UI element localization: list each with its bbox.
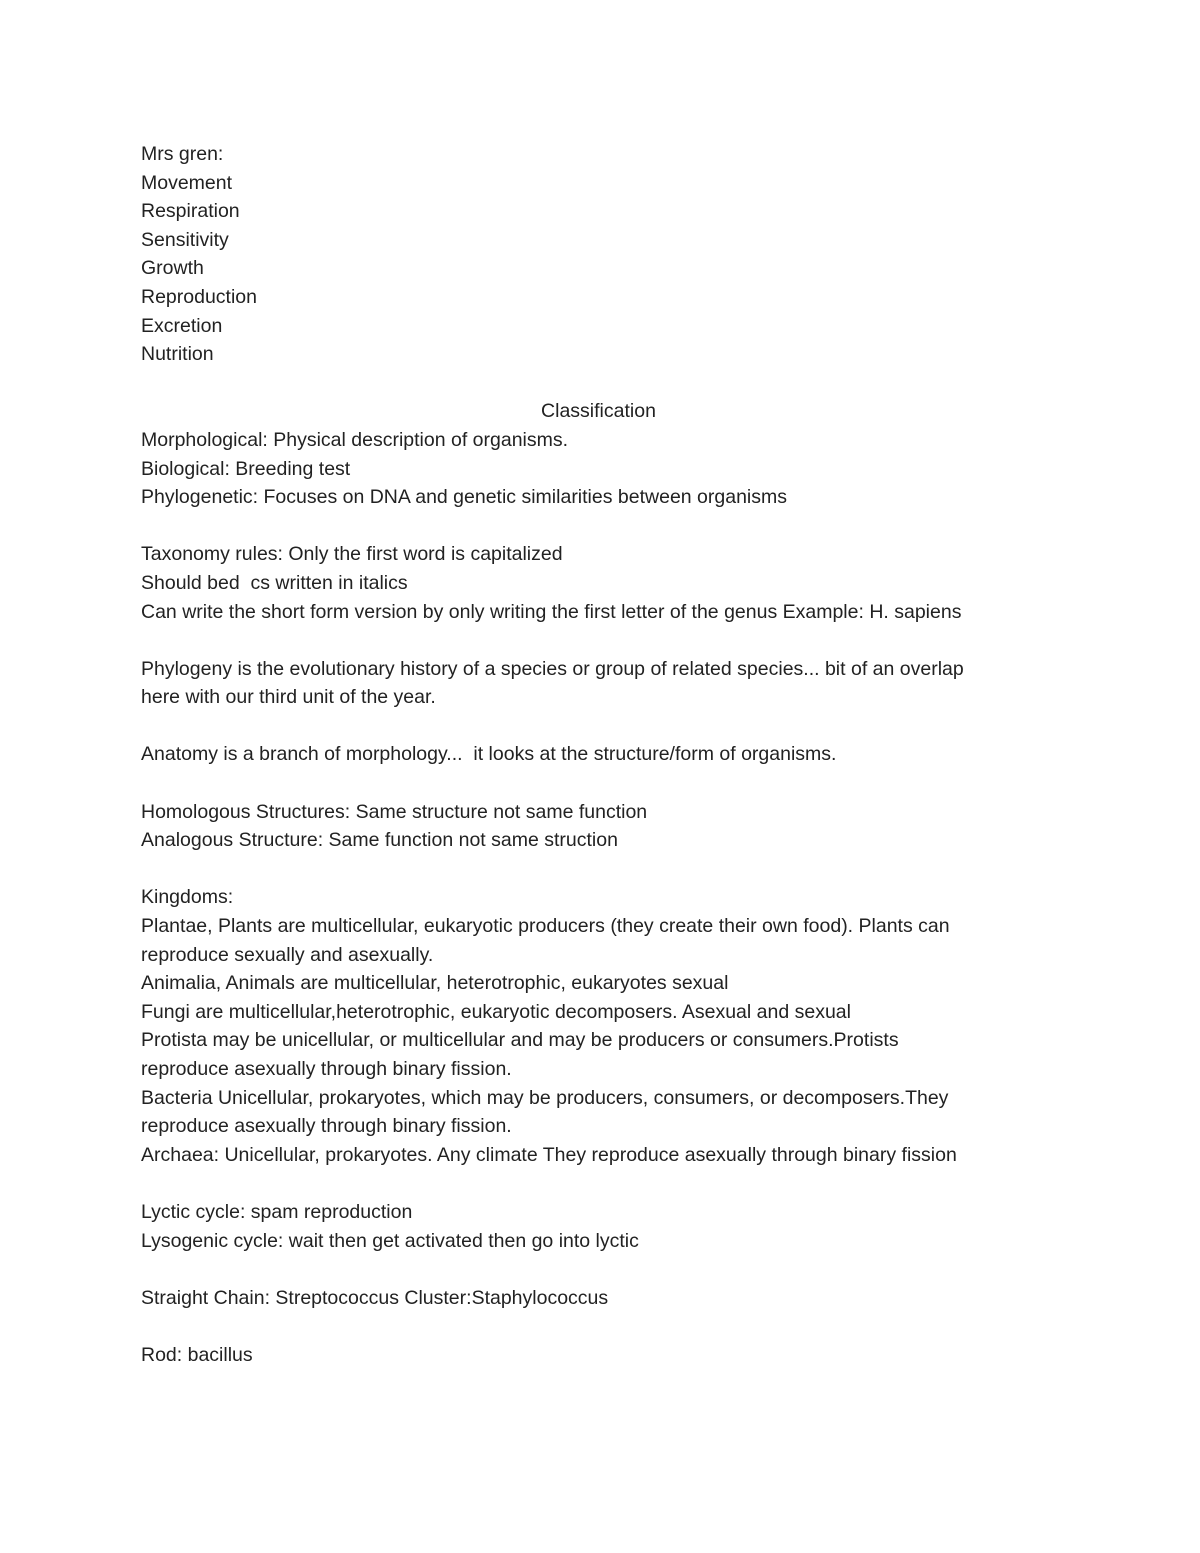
kingdoms-line: reproduce asexually through binary fission.: [141, 1115, 512, 1138]
anatomy-line: Anatomy is a branch of morphology... it looks at the structure/form of organisms.: [141, 743, 837, 766]
taxonomy-section: [141, 540, 1061, 626]
document-page: [141, 140, 1061, 1370]
rod-line: Rod: bacillus: [141, 1343, 253, 1366]
taxonomy-line: Taxonomy rules: Only the first word is capitalized: [141, 543, 563, 566]
vitals-item: Sensitivity: [141, 228, 229, 251]
blank-line: [141, 855, 1061, 884]
vitals-section: [141, 140, 1061, 369]
phylogeny-line: Phylogeny is the evolutionary history of a species or group of related species... bit of an overlap: [141, 657, 964, 680]
blank-line: [141, 769, 1061, 798]
classification-line: Morphological: Physical description of organisms.: [141, 428, 569, 451]
structures-line: Homologous Structures: Same structure not same function: [141, 800, 648, 823]
section-title: Classification: [541, 400, 656, 423]
vitals-item: Respiration: [141, 200, 240, 223]
vitals-item: Reproduction: [141, 285, 257, 308]
blank-line: [141, 1312, 1061, 1341]
kingdoms-line: Fungi are multicellular,heterotrophic, eukaryotic decomposers. Asexual and sexual: [141, 1000, 851, 1023]
cycles-line: Lyctic cycle: spam reproduction: [141, 1200, 413, 1223]
vitals-item: Growth: [141, 257, 204, 280]
taxonomy-line: Can write the short form version by only writing the first letter of the genus Example: H. sapiens: [141, 600, 962, 623]
blank-line: [141, 512, 1061, 541]
blank-line: [141, 1255, 1061, 1284]
kingdoms-line: Protista may be unicellular, or multicellular and may be producers or consumers.Protists: [141, 1029, 899, 1052]
kingdoms-heading: Kingdoms:: [141, 886, 234, 909]
kingdoms-line: Bacteria Unicellular, prokaryotes, which may be producers, consumers, or decomposers.They: [141, 1086, 949, 1109]
kingdoms-line: Plantae, Plants are multicellular, eukaryotic producers (they create their own food). Plants can: [141, 915, 950, 938]
blank-line: [141, 369, 1061, 398]
structures-line: Analogous Structure: Same function not same struction: [141, 829, 618, 852]
blank-line: [141, 626, 1061, 655]
cycles-line: Lysogenic cycle: wait then get activated then go into lyctic: [141, 1229, 639, 1252]
cycles-section: [141, 1198, 1061, 1255]
classification-section: [141, 397, 1061, 511]
vitals-item: Excretion: [141, 314, 223, 337]
classification-line: Biological: Breeding test: [141, 457, 351, 480]
vitals-heading: Mrs gren:: [141, 143, 224, 165]
chain-line: Straight Chain: Streptococcus Cluster:Staphylococcus: [141, 1286, 609, 1309]
classification-line: Phylogenetic: Focuses on DNA and genetic similarities between organisms: [141, 486, 787, 509]
anatomy-section: [141, 740, 1061, 769]
vitals-item: Movement: [141, 171, 233, 194]
kingdoms-line: reproduce asexually through binary fission.: [141, 1058, 512, 1080]
blank-line: [141, 712, 1061, 741]
kingdoms-section: [141, 883, 1061, 1169]
kingdoms-line: Animalia, Animals are multicellular, heterotrophic, eukaryotes sexual: [141, 972, 729, 995]
kingdoms-line: Archaea: Unicellular, prokaryotes. Any climate They reproduce asexually through binary fission: [141, 1143, 957, 1166]
phylogeny-section: [141, 655, 1061, 712]
phylogeny-line: here with our third unit of the year.: [141, 686, 436, 709]
structures-section: [141, 798, 1061, 855]
bacteria-shapes-section: [141, 1284, 1061, 1370]
taxonomy-line: Should bed cs written in italics: [141, 571, 408, 594]
kingdoms-line: reproduce sexually and asexually.: [141, 943, 434, 966]
vitals-item: Nutrition: [141, 343, 214, 366]
blank-line: [141, 1169, 1061, 1198]
